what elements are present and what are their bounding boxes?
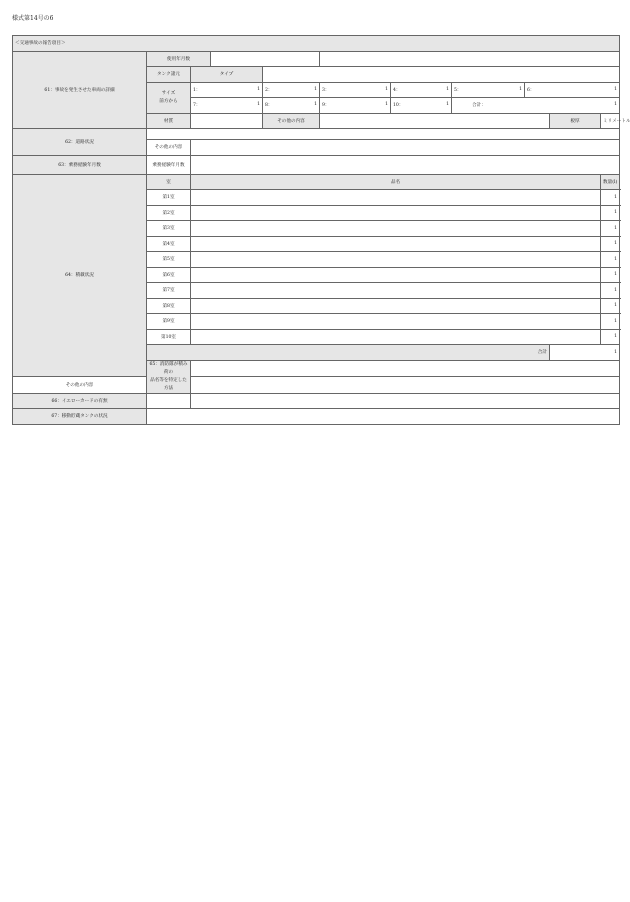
crew-experience-label: 63：乗務経験年月数 (13, 155, 147, 174)
cargo-product-name[interactable] (191, 236, 601, 252)
cargo-room: 第1室 (147, 190, 191, 206)
size-cell-value: 1 (385, 102, 388, 108)
size-cell-7[interactable] (191, 98, 263, 114)
vehicle-other-value[interactable] (320, 113, 550, 129)
cargo-product-name[interactable] (191, 205, 601, 221)
cargo-quantity[interactable]: 1 (601, 283, 620, 299)
cargo-room: 第3室 (147, 221, 191, 237)
size-cell-3[interactable] (320, 82, 391, 98)
cargo-total-value: 1 (550, 345, 620, 361)
size-cell-4[interactable] (391, 82, 452, 98)
years-used-extra[interactable] (320, 51, 620, 67)
fire-dept-method-value[interactable] (191, 360, 620, 376)
crew-experience-value[interactable] (191, 155, 620, 174)
mobile-tank-value[interactable] (147, 409, 620, 425)
size-cell-1[interactable] (191, 82, 263, 98)
size-cell-6[interactable] (525, 82, 620, 98)
size-total-value: 1 (614, 102, 618, 108)
size-cell-8[interactable] (263, 98, 320, 114)
cargo-quantity[interactable]: 1 (601, 221, 620, 237)
cargo-room: 第9室 (147, 314, 191, 330)
size-cell-label: 6： (527, 87, 535, 93)
cargo-quantity[interactable]: 1 (601, 314, 620, 330)
accident-report-table (12, 35, 630, 425)
fire-dept-label-line1: 65：消防隊が積み荷の (149, 361, 188, 375)
size-cell-value: 1 (446, 86, 449, 92)
cargo-quantity[interactable]: 1 (601, 252, 620, 268)
cargo-product-name[interactable] (191, 314, 601, 330)
size-cell-10[interactable] (391, 98, 452, 114)
tank-type-label: タイプ (191, 67, 263, 83)
thickness-label: 板厚 (550, 113, 601, 129)
size-cell-2[interactable] (263, 82, 320, 98)
fire-dept-label-line2: 品名等を特定した方法 (150, 377, 187, 391)
yellow-card-extra[interactable] (191, 393, 620, 409)
size-cell-value: 1 (257, 102, 260, 108)
cargo-quantity[interactable]: 1 (601, 205, 620, 221)
cargo-product-name[interactable] (191, 190, 601, 206)
size-cell-label: 9： (322, 103, 330, 109)
road-condition-label: 62：道路状況 (13, 129, 147, 156)
size-cell-value: 1 (314, 102, 317, 108)
cargo-product-name[interactable] (191, 221, 601, 237)
col-qty-header: 数量(l) (601, 174, 620, 190)
cargo-product-name[interactable] (191, 252, 601, 268)
cargo-quantity[interactable]: 1 (601, 329, 620, 345)
cargo-total-label: 合計 (147, 345, 550, 361)
material-label: 材質 (147, 113, 191, 129)
cargo-quantity[interactable]: 1 (601, 236, 620, 252)
thickness-unit: ミリメートル (601, 113, 620, 129)
years-used-label: 使用年月数 (147, 51, 211, 67)
size-cell-label: 2： (265, 87, 273, 93)
size-cell-5[interactable] (452, 82, 525, 98)
road-other-value[interactable] (191, 140, 620, 156)
crew-experience-field-label: 乗務経験年月数 (147, 155, 191, 174)
size-total[interactable] (452, 98, 620, 114)
road-condition-value[interactable] (147, 129, 620, 140)
cargo-room: 第5室 (147, 252, 191, 268)
yellow-card-label: 66：イエローカードの有無 (13, 393, 147, 409)
fire-dept-other-value[interactable] (191, 376, 620, 393)
size-cell-value: 1 (257, 86, 260, 92)
cargo-room: 第6室 (147, 267, 191, 283)
size-cell-label: 8： (265, 103, 273, 109)
size-cell-value: 1 (385, 86, 388, 92)
vehicle-details-label: 61：事故を発生させた車両の詳細 (13, 51, 147, 129)
tank-type-value[interactable] (263, 67, 620, 83)
yellow-card-value[interactable] (147, 393, 191, 409)
cargo-room: 第4室 (147, 236, 191, 252)
size-cell-label: 4： (393, 87, 401, 93)
size-total-label: 合計： (472, 103, 486, 109)
vehicle-other-label: その他の内容 (263, 113, 320, 129)
size-label-line2: 前方から (159, 98, 178, 104)
cargo-room: 第10室 (147, 329, 191, 345)
cargo-quantity[interactable]: 1 (601, 267, 620, 283)
cargo-room: 第8室 (147, 298, 191, 314)
size-cell-label: 3： (322, 87, 330, 93)
size-cell-value: 1 (519, 86, 522, 92)
road-other-label: その他の内容 (147, 140, 191, 156)
mobile-tank-label: 67：移動貯蔵タンクの状況 (13, 409, 147, 425)
cargo-status-label: 64：積載状況 (13, 174, 147, 376)
cargo-quantity[interactable]: 1 (601, 298, 620, 314)
fire-dept-other-label: その他の内容 (13, 376, 147, 393)
size-cell-label: 5： (454, 87, 462, 93)
size-cell-9[interactable] (320, 98, 391, 114)
cargo-product-name[interactable] (191, 298, 601, 314)
cargo-quantity[interactable]: 1 (601, 190, 620, 206)
size-cell-value: 1 (614, 86, 618, 92)
size-cell-label: 10： (393, 103, 404, 109)
cargo-product-name[interactable] (191, 329, 601, 345)
cargo-room: 第2室 (147, 205, 191, 221)
size-cell-value: 1 (446, 102, 449, 108)
section-title: ＜交通事故の報告項目＞ (13, 36, 620, 52)
col-name-header: 品名 (191, 174, 601, 190)
form-number: 様式第14号の6 (12, 15, 54, 22)
col-room-header: 室 (147, 174, 191, 190)
cargo-product-name[interactable] (191, 283, 601, 299)
size-label-line1: サイズ (161, 90, 176, 96)
years-used-value[interactable] (211, 51, 320, 67)
material-value[interactable] (191, 113, 263, 129)
size-cell-label: 7： (193, 103, 201, 109)
cargo-room: 第7室 (147, 283, 191, 299)
size-cell-label: 1： (193, 87, 201, 93)
size-label (147, 82, 191, 113)
cargo-product-name[interactable] (191, 267, 601, 283)
size-cell-value: 1 (314, 86, 317, 92)
tank-spec-label: タンク諸元 (147, 67, 191, 83)
fire-dept-method-label (147, 360, 191, 393)
